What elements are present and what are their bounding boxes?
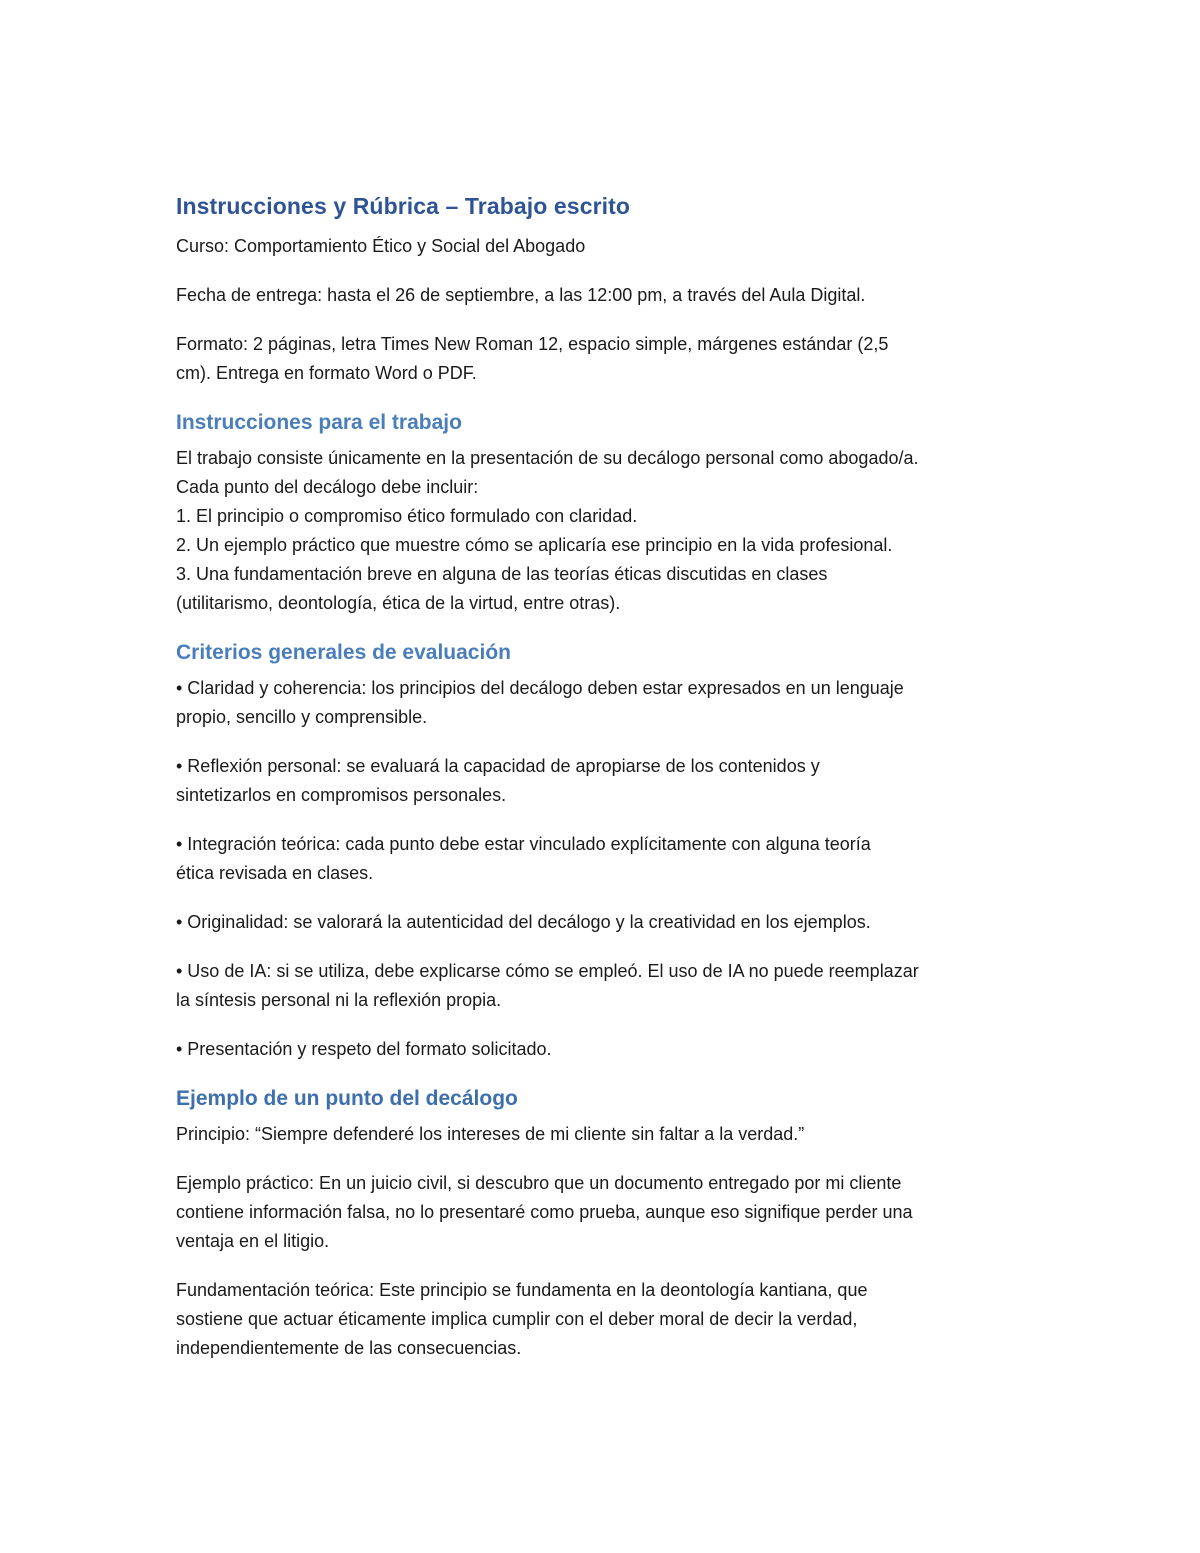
criteria-text: • Reflexión personal: se evaluará la capacidad de apropiarse de los contenidos y	[176, 756, 820, 776]
criteria-item	[176, 674, 1036, 732]
instruction-item: 2. Un ejemplo práctico que muestre cómo se aplicaría ese principio en la vida profesional.	[176, 535, 893, 555]
example-heading: Ejemplo de un punto del decálogo	[176, 1087, 518, 1110]
instructions-text: Cada punto del decálogo debe incluir:	[176, 477, 479, 497]
example-principle: Principio: “Siempre defenderé los intereses de mi cliente sin faltar a la verdad.”	[176, 1124, 805, 1144]
example-practical-line: contiene información falsa, no lo presentaré como prueba, aunque eso signifique perder una	[176, 1202, 913, 1222]
example-practical-line: ventaja en el litigio.	[176, 1231, 330, 1251]
instruction-item: 3. Una fundamentación breve en alguna de las teorías éticas discutidas en clases	[176, 564, 828, 584]
criteria-text: ética revisada en clases.	[176, 863, 374, 883]
criteria-item	[176, 1035, 1036, 1064]
example-practical	[176, 1169, 1036, 1256]
example-theory-line: independientemente de las consecuencias.	[176, 1338, 522, 1358]
format-line: Formato: 2 páginas, letra Times New Roman 12, espacio simple, márgenes estándar (2,5	[176, 334, 889, 354]
example-practical-line: Ejemplo práctico: En un juicio civil, si descubro que un documento entregado por mi cliente	[176, 1173, 902, 1193]
course-line: Curso: Comportamiento Ético y Social del Abogado	[176, 236, 586, 256]
criteria-text: • Presentación y respeto del formato solicitado.	[176, 1039, 552, 1059]
criteria-text: • Integración teórica: cada punto debe estar vinculado explícitamente con alguna teoría	[176, 834, 871, 854]
criteria-heading: Criterios generales de evaluación	[176, 641, 511, 664]
criteria-item	[176, 752, 1036, 810]
instructions-heading: Instrucciones para el trabajo	[176, 411, 462, 434]
criteria-text: la síntesis personal ni la reflexión propia.	[176, 990, 502, 1010]
document-content	[176, 190, 1036, 1363]
example-theory	[176, 1276, 1036, 1363]
instructions-text: El trabajo consiste únicamente en la presentación de su decálogo personal como abogado/a.	[176, 448, 919, 468]
criteria-text: propio, sencillo y comprensible.	[176, 707, 428, 727]
criteria-item	[176, 830, 1036, 888]
example-theory-line: sostiene que actuar éticamente implica cumplir con el deber moral de decir la verdad,	[176, 1309, 858, 1329]
criteria-text: • Claridad y coherencia: los principios del decálogo deben estar expresados en un lenguaje	[176, 678, 904, 698]
criteria-text: • Originalidad: se valorará la autenticidad del decálogo y la creatividad en los ejemplos.	[176, 912, 871, 932]
criteria-item	[176, 908, 1036, 937]
example-theory-line: Fundamentación teórica: Este principio se fundamenta en la deontología kantiana, que	[176, 1280, 868, 1300]
criteria-text: sintetizarlos en compromisos personales.	[176, 785, 507, 805]
instruction-item: 1. El principio o compromiso ético formulado con claridad.	[176, 506, 638, 526]
document-title: Instrucciones y Rúbrica – Trabajo escrito	[176, 193, 631, 219]
instructions-block	[176, 444, 1036, 618]
format-paragraph	[176, 330, 1036, 388]
criteria-text: • Uso de IA: si se utiliza, debe explicarse cómo se empleó. El uso de IA no puede reemplazar	[176, 961, 919, 981]
criteria-item	[176, 957, 1036, 1015]
due-date-line: Fecha de entrega: hasta el 26 de septiembre, a las 12:00 pm, a través del Aula Digital.	[176, 285, 866, 305]
instruction-item: (utilitarismo, deontología, ética de la virtud, entre otras).	[176, 593, 621, 613]
format-line: cm). Entrega en formato Word o PDF.	[176, 363, 477, 383]
